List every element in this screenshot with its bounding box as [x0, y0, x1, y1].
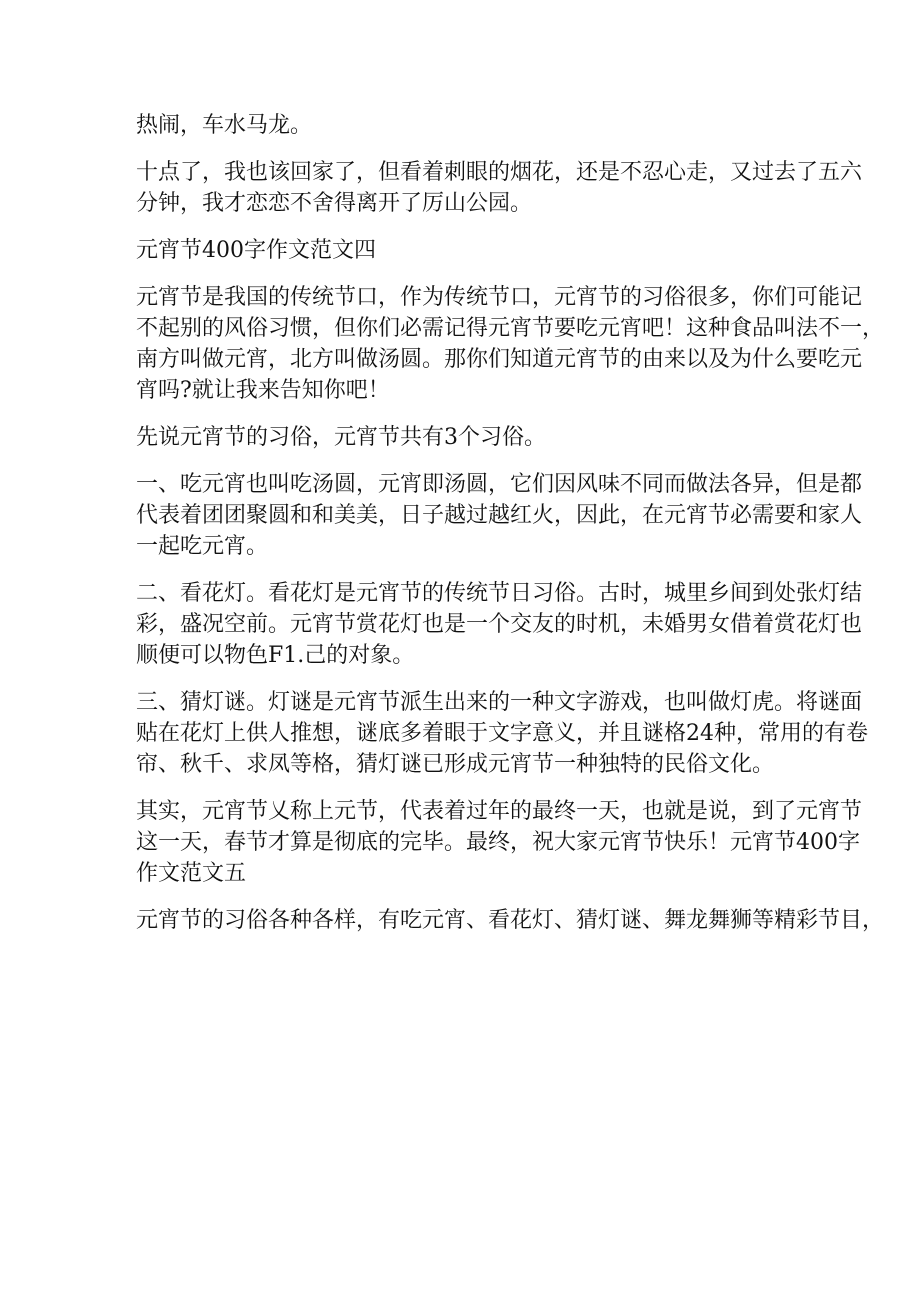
paragraph-custom-three	[136, 687, 868, 780]
text-line: 顺便可以物色F1.己的对象。	[136, 643, 415, 668]
paragraph-customs-count	[136, 422, 802, 453]
text-line: 一、吃元宵也叫吃汤圆，元宵即汤圆，它们因风味不同而做法各异，但是都	[136, 472, 863, 497]
text-line: 宵吗?就让我来告知你吧！	[136, 378, 390, 403]
text-line: 彩，盛况空前。元宵节赏花灯也是一个交友的时机，未婚男女借着赏花灯也	[136, 612, 863, 637]
text-line: 热闹，车水马龙。	[136, 113, 313, 138]
paragraph-lantern-bustle	[136, 110, 802, 141]
text-line: 作文范文五	[136, 861, 247, 886]
paragraph-essay-five-start	[136, 905, 885, 936]
paragraph-going-home	[136, 157, 863, 219]
text-line: 分钟，我才恋恋不舍得离开了厉山公园。	[136, 191, 533, 216]
text-line: 一起吃元宵。	[136, 534, 269, 559]
text-line: 二、看花灯。看花灯是元宵节的传统节日习俗。古时，城里乡间到处张灯结	[136, 581, 863, 606]
text-line: 代表着团团聚圆和和美美，日子越过越红火，因此，在元宵节必需要和家人	[136, 503, 863, 528]
text-line: 先说元宵节的习俗，元宵节共有3个习俗。	[136, 425, 546, 450]
text-line: 元宵节是我国的传统节口，作为传统节口，元宵节的习俗很多，你们可能记	[136, 285, 863, 310]
text-line: 其实，元宵节乂称上元节，代表着过年的最终一天，也就是说，到了元宵节	[136, 799, 863, 824]
heading-text: 元宵节400字作文范文四	[136, 238, 376, 263]
text-line: 三、猜灯谜。灯谜是元宵节派生出来的一种文字游戏，也叫做灯虎。将谜面	[136, 690, 863, 715]
text-line: 南方叫做元宵，北方叫做汤圆。那你们知道元宵节的由来以及为什么要吃元	[136, 347, 863, 372]
paragraph-custom-two	[136, 578, 863, 671]
section-heading-essay-four	[136, 235, 802, 266]
text-line: 贴在花灯上供人推想，谜底多着眼于文字意义，并且谜格24种，常用的有卷	[136, 721, 868, 746]
text-line: 不起别的风俗习惯，但你们必需记得元宵节要吃元宵吧！这种食品叫法不一，	[136, 316, 885, 341]
paragraph-conclusion	[136, 796, 863, 889]
text-line: 十点了，我也该回家了，但看着刺眼的烟花，还是不忍心走，又过去了五六	[136, 160, 863, 185]
text-line: 这一天，春节才算是彻底的完毕。最终，祝大家元宵节快乐！元宵节400字	[136, 830, 860, 855]
text-line: 帘、秋千、求凤等格，猜灯谜已形成元宵节一种独特的民俗文化。	[136, 752, 775, 777]
paragraph-intro	[136, 282, 885, 406]
paragraph-custom-one	[136, 469, 863, 562]
text-line: 元宵节的习俗各种各样，有吃元宵、看花灯、猜灯谜、舞龙舞狮等精彩节目，	[136, 908, 885, 933]
